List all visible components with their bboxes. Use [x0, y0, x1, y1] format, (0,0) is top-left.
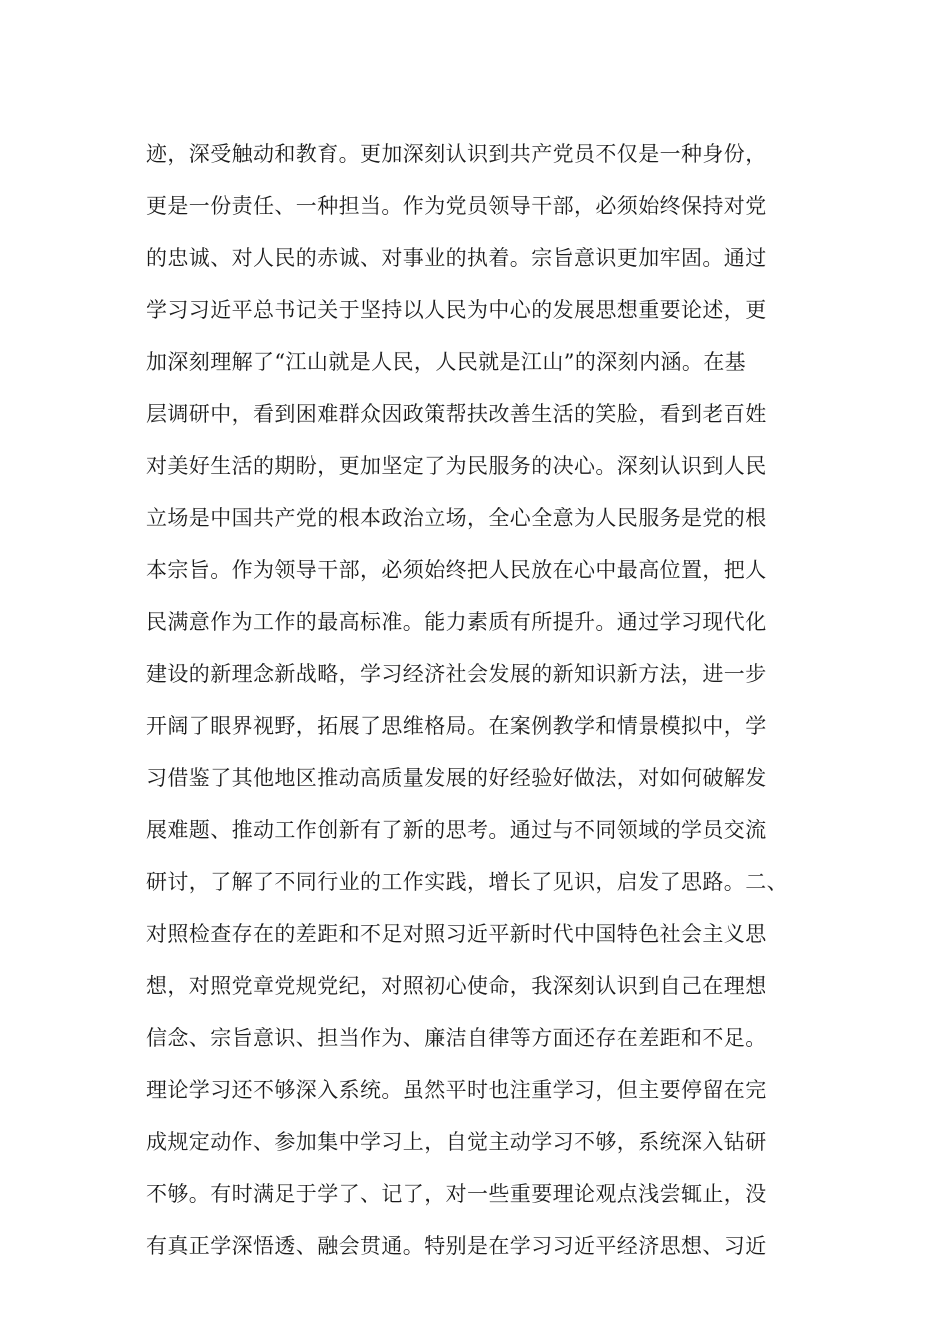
text-line: 更是一份责任、一种担当。作为党员领导干部，必须始终保持对党 [146, 194, 767, 218]
text-line: 理论学习还不够深入系统。虽然平时也注重学习，但主要停留在完 [146, 1078, 767, 1102]
text-line: 迹，深受触动和教育。更加深刻认识到共产党员不仅是一种身份， [146, 142, 767, 166]
text-line: 展难题、推动工作创新有了新的思考。通过与不同领域的学员交流 [146, 818, 767, 842]
text-line: 加深刻理解了“江山就是人民，人民就是江山”的深刻内涵。在基 [146, 350, 747, 374]
text-line: 习借鉴了其他地区推动高质量发展的好经验好做法，对如何破解发 [146, 766, 767, 790]
text-line: 学习习近平总书记关于坚持以人民为中心的发展思想重要论述，更 [146, 298, 767, 322]
text-line: 有真正学深悟透、融会贯通。特别是在学习习近平经济思想、习近 [146, 1234, 767, 1258]
text-line: 开阔了眼界视野，拓展了思维格局。在案例教学和情景模拟中，学 [146, 714, 767, 738]
text-line: 层调研中，看到困难群众因政策帮扶改善生活的笑脸，看到老百姓 [146, 402, 767, 426]
text-line: 民满意作为工作的最高标准。能力素质有所提升。通过学习现代化 [146, 610, 767, 634]
text-line: 立场是中国共产党的根本政治立场，全心全意为人民服务是党的根 [146, 506, 767, 530]
body-text [146, 128, 836, 1272]
text-line: 对照检查存在的差距和不足对照习近平新时代中国特色社会主义思 [146, 922, 767, 946]
text-line: 建设的新理念新战略，学习经济社会发展的新知识新方法，进一步 [146, 662, 767, 686]
text-line: 研讨，了解了不同行业的工作实践，增长了见识，启发了思路。二、 [146, 870, 788, 894]
text-line: 的忠诚、对人民的赤诚、对事业的执着。宗旨意识更加牢固。通过 [146, 246, 767, 270]
text-line: 信念、宗旨意识、担当作为、廉洁自律等方面还存在差距和不足。 [146, 1026, 767, 1050]
text-line: 成规定动作、参加集中学习上，自觉主动学习不够，系统深入钻研 [146, 1130, 767, 1154]
text-line: 不够。有时满足于学了、记了，对一些重要理论观点浅尝辄止，没 [146, 1182, 767, 1206]
text-line: 本宗旨。作为领导干部，必须始终把人民放在心中最高位置，把人 [146, 558, 767, 582]
text-line: 对美好生活的期盼，更加坚定了为民服务的决心。深刻认识到人民 [146, 454, 767, 478]
text-line: 想，对照党章党规党纪，对照初心使命，我深刻认识到自己在理想 [146, 974, 767, 998]
